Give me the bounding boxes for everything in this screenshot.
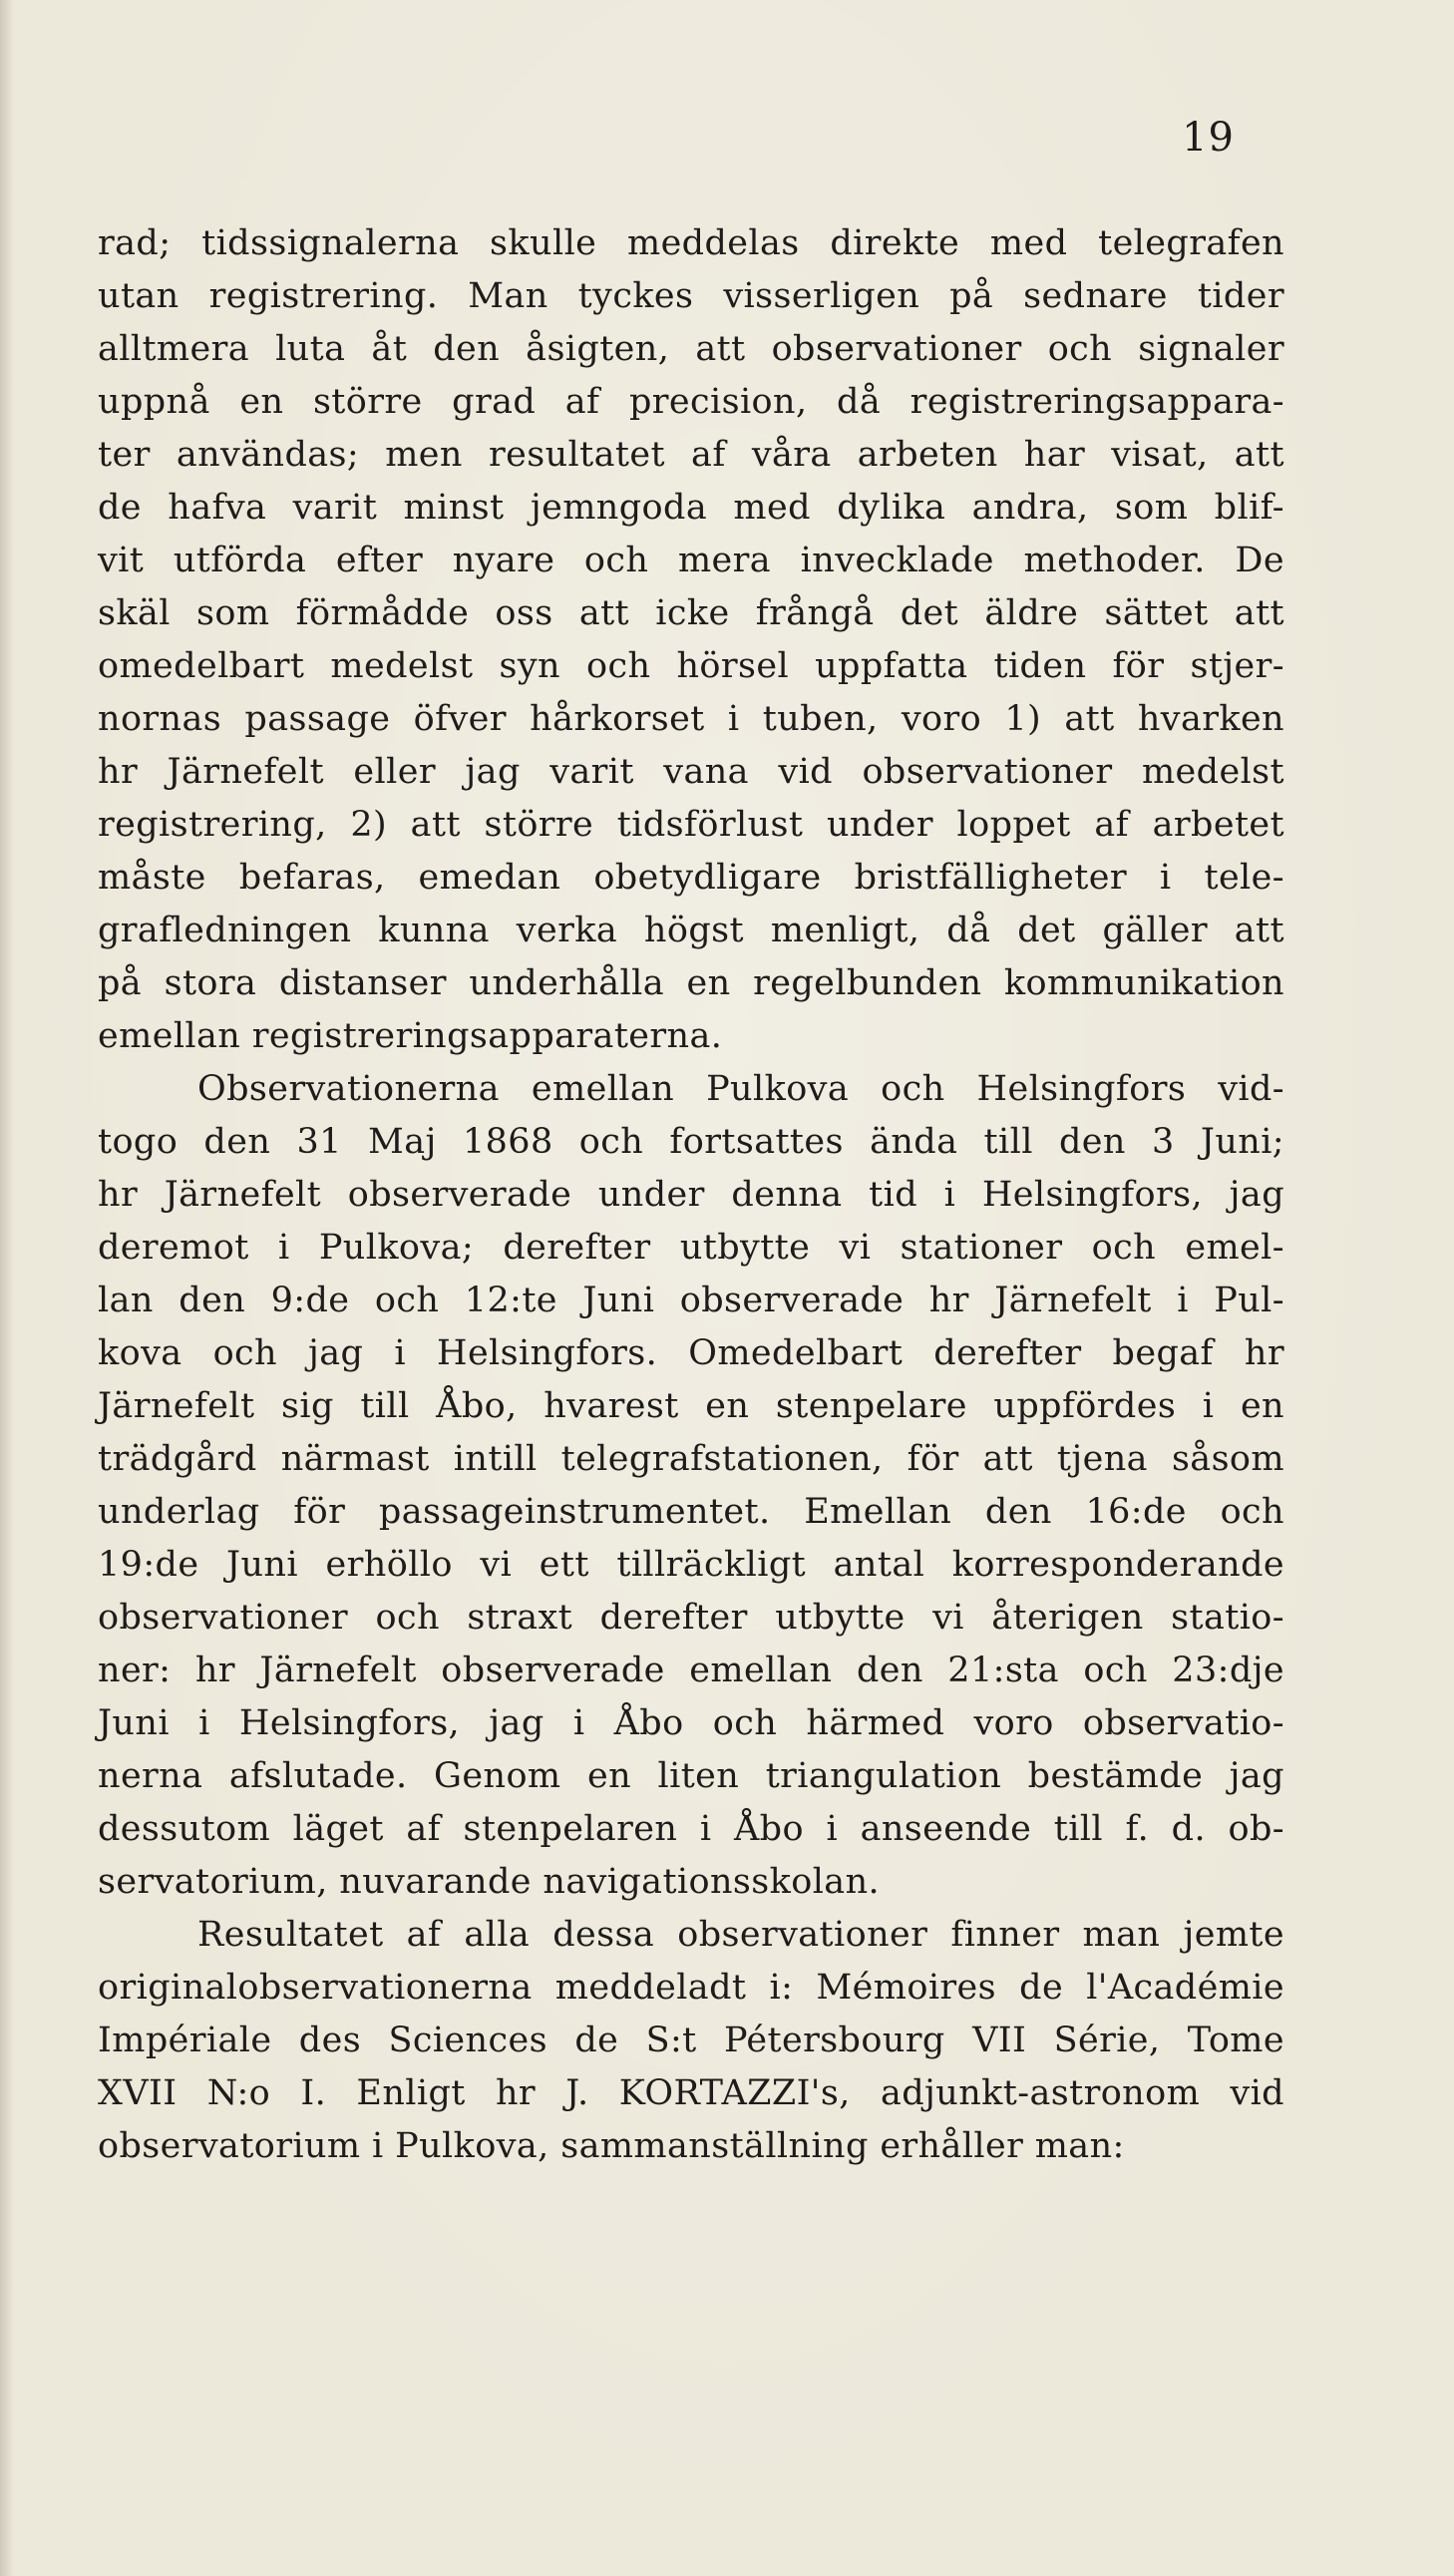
text-line: nerna afslutade. Genom en liten triangulation bestämde jag [98,1756,1284,1796]
paragraph [98,1063,1284,1909]
body-text [98,217,1284,2173]
text-line: registrering, 2) att större tidsförlust under loppet af arbetet [98,805,1284,845]
paragraph [98,1909,1284,2173]
text-line: trädgård närmast intill telegrafstationen, för att tjena såsom [98,1439,1284,1479]
text-line: servatorium, nuvarande navigationsskolan. [98,1862,881,1902]
text-line: nornas passage öfver hårkorset i tuben, voro 1) att hvarken [98,699,1284,739]
text-line: Observationerna emellan Pulkova och Helsingfors vid- [197,1069,1284,1109]
paragraph [98,217,1284,1063]
text-line: alltmera luta åt den åsigten, att observationer och signaler [98,329,1284,369]
text-line: Järnefelt sig till Åbo, hvarest en stenpelare uppfördes i en [98,1386,1284,1426]
text-line: Juni i Helsingfors, jag i Åbo och härmed voro observatio- [98,1703,1284,1743]
text-line: rad; tidssignalerna skulle meddelas direkte med telegrafen [98,223,1284,263]
text-line: uppnå en större grad af precision, då registreringsappara- [98,382,1284,422]
text-line: togo den 31 Maj 1868 och fortsattes ända till den 3 Juni; [98,1122,1284,1162]
text-line: måste befaras, emedan obetydligare bristfälligheter i tele- [98,858,1284,898]
text-line: observatorium i Pulkova, sammanställning erhåller man: [98,2126,1125,2166]
text-line: vit utförda efter nyare och mera invecklade methoder. De [98,541,1284,580]
text-line: Resultatet af alla dessa observationer finner man jemte [197,1915,1284,1955]
text-line: deremot i Pulkova; derefter utbytte vi stationer och emel- [98,1228,1284,1268]
text-line: utan registrering. Man tyckes visserligen på sednare tider [98,276,1284,316]
text-line: underlag för passageinstrumentet. Emellan den 16:de och [98,1492,1284,1532]
text-line: omedelbart medelst syn och hörsel uppfatta tiden för stjer- [98,646,1284,686]
page-number: 19 [1182,115,1235,161]
text-line: dessutom läget af stenpelaren i Åbo i anseende till f. d. ob- [98,1809,1284,1849]
text-line: originalobservationerna meddeladt i: Mémoires de l'Académie [98,1968,1284,2008]
text-line: Impériale des Sciences de S:t Pétersbourg VII Série, Tome [98,2021,1284,2060]
text-line: emellan registreringsapparaterna. [98,1016,723,1056]
text-line: hr Järnefelt eller jag varit vana vid observationer medelst [98,752,1284,792]
text-line: de hafva varit minst jemngoda med dylika andra, som blif- [98,488,1284,528]
text-line: lan den 9:de och 12:te Juni observerade hr Järnefelt i Pul- [98,1281,1284,1320]
text-line: XVII N:o I. Enligt hr J. KORTAZZI's, adjunkt-astronom vid [98,2073,1284,2113]
text-line: hr Järnefelt observerade under denna tid i Helsingfors, jag [98,1175,1284,1215]
text-line: grafledningen kunna verka högst menligt, då det gäller att [98,911,1284,950]
text-line: kova och jag i Helsingfors. Omedelbart derefter begaf hr [98,1333,1284,1373]
text-line: 19:de Juni erhöllo vi ett tillräckligt antal korresponderande [98,1545,1284,1585]
text-line: skäl som förmådde oss att icke frångå det äldre sättet att [98,593,1284,633]
text-line: på stora distanser underhålla en regelbunden kommunikation [98,963,1284,1003]
page-binding-shadow [0,0,14,2576]
text-line: ter användas; men resultatet af våra arbeten har visat, att [98,435,1284,475]
text-line: observationer och straxt derefter utbytte vi återigen statio- [98,1598,1284,1638]
text-line: ner: hr Järnefelt observerade emellan den 21:sta och 23:dje [98,1651,1284,1690]
